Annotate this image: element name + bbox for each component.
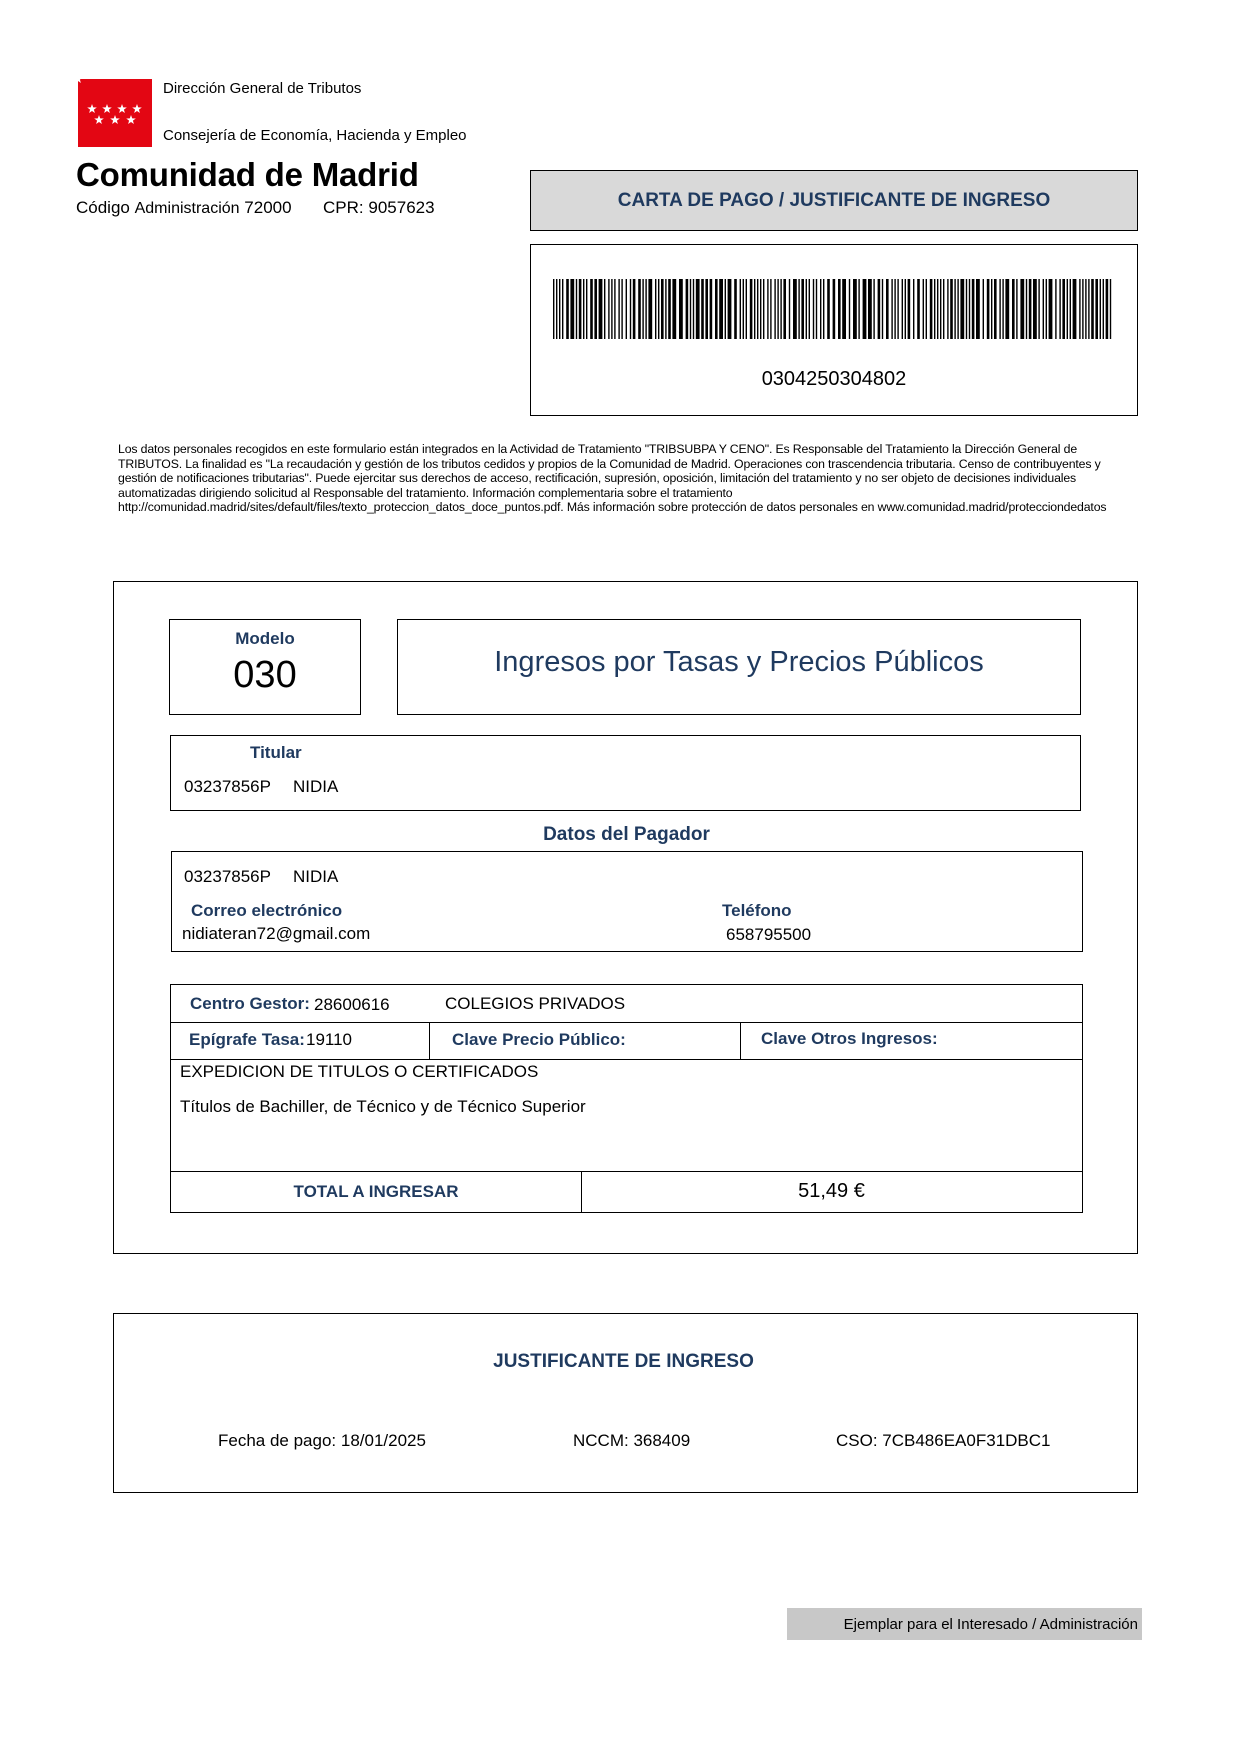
pagador-nif: 03237856P (184, 867, 271, 886)
modelo-value: 030 (233, 654, 297, 696)
row-divider (171, 1022, 1082, 1023)
descripcion-line-1: EXPEDICION DE TITULOS O CERTIFICADOS (180, 1062, 539, 1081)
stars-icon (78, 79, 152, 147)
centro-gestor-codigo: 28600616 (314, 995, 390, 1014)
concepto-title: Ingresos por Tasas y Precios Públicos (494, 646, 984, 678)
modelo-box (169, 619, 361, 715)
correo-value: nidiateran72@gmail.com (182, 924, 371, 943)
codigo-label: Código (76, 198, 130, 217)
col-divider (429, 1022, 430, 1059)
total-value: 51,49 € (798, 1180, 865, 1202)
barcode-number: 0304250304802 (761, 368, 907, 390)
concepto-box (397, 619, 1081, 715)
centro-gestor-nombre: COLEGIOS PRIVADOS (445, 994, 626, 1013)
row-divider (171, 1171, 1082, 1172)
telefono-value: 658795500 (726, 925, 812, 944)
descripcion-line-2: Títulos de Bachiller, de Técnico y de Técnico Superior (180, 1097, 586, 1116)
cpr-label: CPR: (323, 198, 364, 217)
codigo-admin-label: Administración (134, 200, 240, 217)
pagador-section-title: Datos del Pagador (543, 824, 710, 845)
telefono-label: Teléfono (722, 901, 792, 920)
row-divider (171, 1059, 1082, 1060)
pagador-nombre: NIDIA (293, 867, 339, 886)
cso: CSO: 7CB486EA0F31DBC1 (836, 1431, 1051, 1450)
modelo-label: Modelo (235, 629, 295, 648)
epigrafe-label: Epígrafe Tasa: (189, 1030, 305, 1049)
nccm: NCCM: 368409 (573, 1431, 691, 1450)
consejeria: Consejería de Economía, Hacienda y Empleo (163, 127, 467, 144)
justificante-title: JUSTIFICANTE DE INGRESO (493, 1351, 754, 1372)
barcode-box (530, 244, 1138, 416)
comunidad-madrid-logo (78, 79, 152, 147)
titular-nif: 03237856P (184, 777, 271, 796)
codigo-administracion (76, 198, 435, 218)
epigrafe-value: 19110 (306, 1030, 353, 1049)
ejemplar-badge (787, 1608, 1142, 1640)
pagador-box (171, 851, 1083, 952)
fecha-pago: Fecha de pago: 18/01/2025 (218, 1431, 426, 1450)
clave-otros-label: Clave Otros Ingresos: (761, 1029, 938, 1048)
justificante-box (113, 1313, 1138, 1493)
detalle-table (170, 984, 1083, 1213)
total-label: TOTAL A INGRESAR (293, 1182, 459, 1201)
cpr-value: 9057623 (368, 198, 435, 217)
centro-gestor-label: Centro Gestor: (190, 994, 310, 1013)
titular-box (170, 735, 1081, 811)
direccion-general: Dirección General de Tributos (163, 80, 362, 97)
document-title-box (530, 170, 1138, 231)
ejemplar-text: Ejemplar para el Interesado / Administración (843, 1616, 1138, 1633)
barcode-icon (553, 279, 1115, 339)
col-divider (740, 1022, 741, 1059)
privacy-notice: Los datos personales recogidos en este formulario están integrados en la Actividad de Tratamiento "TRIBSUBPA Y CENO". Es Responsable del Tratamiento la Dirección General de TRIBUTOS. La finalidad es "La recaudación y gestión de los tributos cedidos y propios de la Comunidad de Madrid. Operaciones con trascendencia tributaria. Censo de contribuyentes y gestión de notificaciones tributarias". Puede ejercitar sus derechos de acceso, rectificación, supresión, oposición, limitación del tratamiento y no ser objeto de decisiones individuales automatizadas dirigiendo solicitud al Responsable del tratamiento. Información complementaria sobre el tratamiento http://comunidad.madrid/sites/default/files/texto_proteccion_datos_doce_puntos.pdf. Más información sobre protección de datos personales en www.comunidad.madrid/protecciondedatos (118, 442, 1107, 515)
titular-nombre: NIDIA (293, 777, 339, 796)
correo-label: Correo electrónico (191, 901, 343, 920)
titular-label: Titular (250, 743, 302, 762)
entidad-name: Comunidad de Madrid (76, 156, 419, 193)
codigo-admin-value: 72000 (244, 198, 292, 217)
document-title: CARTA DE PAGO / JUSTIFICANTE DE INGRESO (617, 190, 1051, 211)
clave-precio-label: Clave Precio Público: (452, 1030, 626, 1049)
